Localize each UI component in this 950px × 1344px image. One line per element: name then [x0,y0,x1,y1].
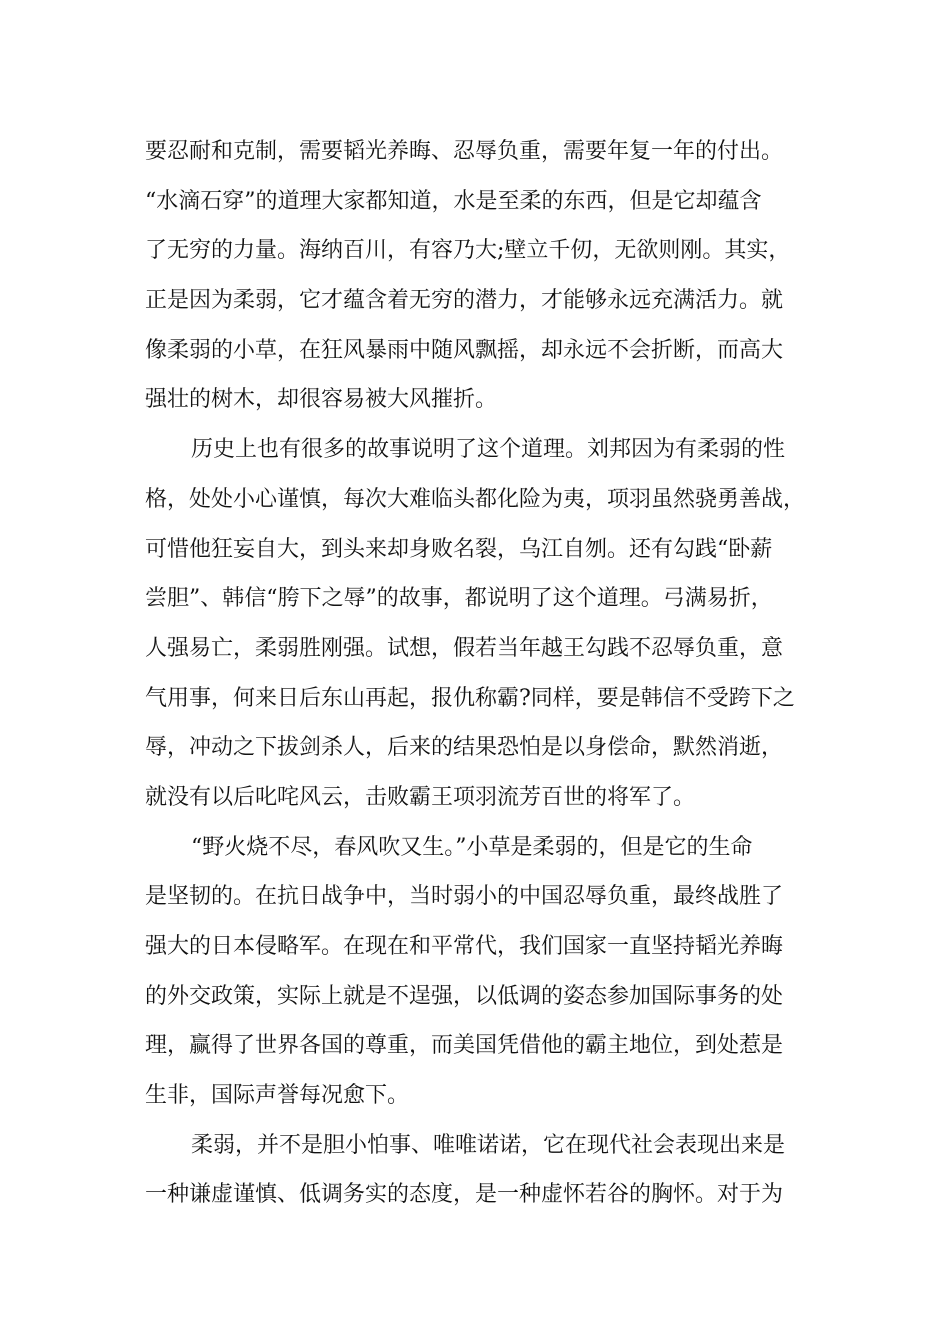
text-line: 尝胆”、韩信“胯下之辱”的故事，都说明了这个道理。弓满易折， [145,586,773,612]
text-line: 生非，国际声誉每况愈下。 [145,1083,410,1109]
text-line: “野火烧不尽，春风吹又生。”小草是柔弱的，但是它的生命 [191,834,753,860]
paragraph-1 [145,127,810,425]
text-line: 柔弱，并不是胆小怕事、唯唯诺诺，它在现代社会表现出来是 [191,1132,786,1158]
text-line: 就没有以后叱咤风云，击败霸王项羽流芳百世的将军了。 [145,784,696,810]
text-line: 强壮的树木，却很容易被大风摧折。 [145,387,498,413]
paragraph-2 [145,425,810,823]
paragraph-3 [145,823,810,1121]
text-line: 强大的日本侵略军。在现在和平常代，我们国家一直坚持韬光养晦 [145,934,784,959]
text-line: 格，处处小心谨慎，每次大难临头都化险为夷，项羽虽然骁勇善战， [145,486,806,512]
text-line: “水滴石穿”的道理大家都知道，水是至柔的东西，但是它却蕴含 [145,188,762,214]
text-line: 一种谦虚谨慎、低调务实的态度，是一种虚怀若谷的胸怀。对于为 [145,1182,784,1208]
text-line: 人强易亡，柔弱胜刚强。试想，假若当年越王勾践不忍辱负重，意 [145,635,784,661]
text-line: 像柔弱的小草，在狂风暴雨中随风飘摇，却永远不会折断，而高大 [145,337,784,363]
text-line: 理，赢得了世界各国的尊重，而美国凭借他的霸主地位，到处惹是 [145,1033,784,1059]
document-body [145,127,810,1220]
text-line: 可惜他狂妄自大，到头来却身败名裂，乌江自刎。还有勾践“卧薪 [145,536,773,562]
text-line: 辱，冲动之下拔剑杀人，后来的结果恐怕是以身偿命，默然消逝， [145,735,784,761]
text-line: 了无穷的力量。海纳百川，有容乃大;壁立千仞，无欲则刚。其实， [145,238,791,264]
text-line: 的外交政策，实际上就是不逞强，以低调的姿态参加国际事务的处 [145,983,784,1009]
text-line: 历史上也有很多的故事说明了这个道理。刘邦因为有柔弱的性 [191,437,786,463]
text-line: 是坚韧的。在抗日战争中，当时弱小的中国忍辱负重，最终战胜了 [145,884,784,910]
text-line: 正是因为柔弱，它才蕴含着无穷的潜力，才能够永远充满活力。就 [145,288,784,314]
paragraph-4 [145,1121,810,1220]
text-line: 气用事，何来日后东山再起，报仇称霸?同样，要是韩信不受跨下之 [145,685,795,711]
text-line: 要忍耐和克制，需要韬光养晦、忍辱负重，需要年复一年的付出。 [145,139,784,164]
